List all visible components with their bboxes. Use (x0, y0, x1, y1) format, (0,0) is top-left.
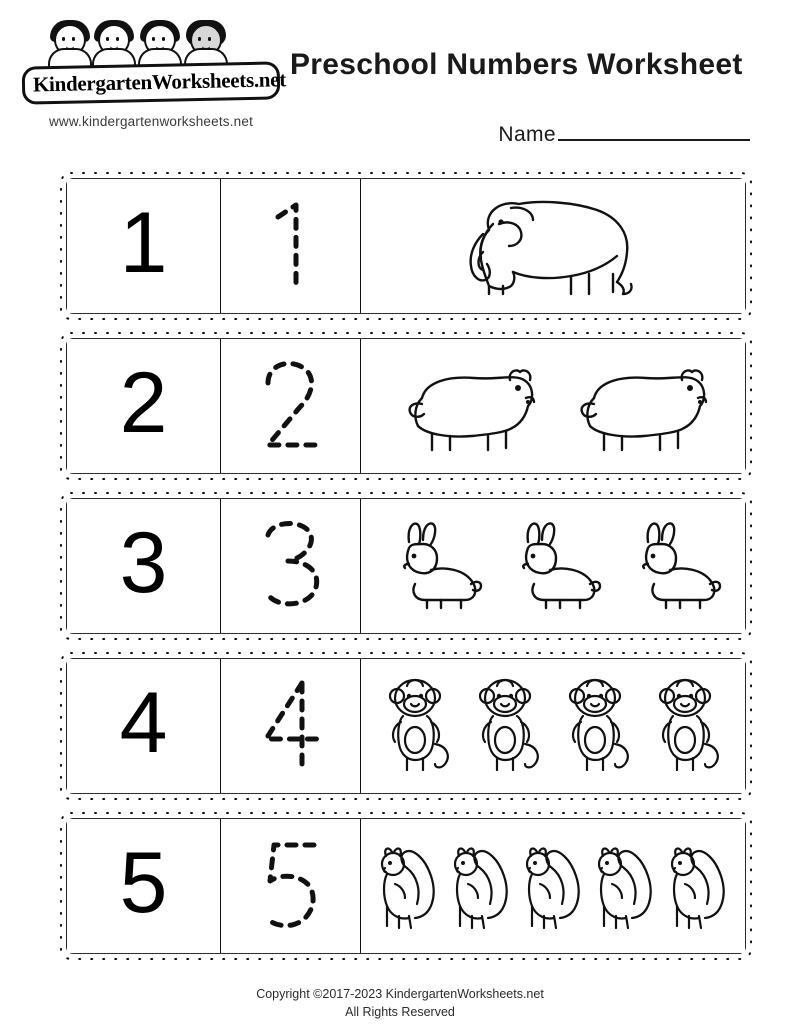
copyright-text: Copyright ©2017-2023 KindergartenWorksheets.net (256, 986, 544, 1001)
name-field-row (498, 122, 750, 147)
hippo-icon (564, 354, 714, 458)
trace-3-icon (246, 511, 336, 621)
logo-wordmark: KindergartenWorksheets.net (22, 61, 281, 104)
monkey-icon (647, 672, 729, 780)
site-url: www.kindergartenworksheets.net (48, 114, 254, 130)
row-trace-number (221, 819, 361, 953)
trace-1-icon (246, 191, 336, 301)
worksheet-row (56, 648, 756, 804)
elephant-icon (453, 190, 653, 302)
site-logo (22, 18, 287, 130)
worksheet-row (56, 328, 756, 484)
row-pictures (361, 499, 745, 633)
row-number: 5 (67, 819, 221, 953)
rabbit-icon (618, 514, 728, 618)
worksheet-rows (56, 168, 756, 968)
row-trace-number (221, 179, 361, 313)
rabbit-icon (498, 514, 608, 618)
squirrel-icon (592, 834, 658, 938)
name-input-blank[interactable] (558, 122, 750, 141)
row-number: 4 (67, 659, 221, 793)
row-pictures (361, 819, 745, 953)
squirrel-icon (448, 834, 514, 938)
row-pictures (361, 659, 745, 793)
row-number: 1 (67, 179, 221, 313)
page-header (0, 0, 800, 160)
monkey-icon (467, 672, 549, 780)
monkey-icon (377, 672, 459, 780)
row-trace-number (221, 339, 361, 473)
worksheet-row (56, 808, 756, 964)
row-number: 3 (67, 499, 221, 633)
squirrel-icon (665, 834, 731, 938)
monkey-icon (557, 672, 639, 780)
row-trace-number (221, 659, 361, 793)
logo-kid-2-icon (90, 20, 138, 70)
name-label: Name (498, 123, 556, 146)
trace-5-icon (246, 831, 336, 941)
logo-kid-1-icon (46, 20, 94, 70)
rights-text: All Rights Reserved (345, 1004, 455, 1019)
worksheet-row (56, 488, 756, 644)
hippo-icon (392, 354, 542, 458)
page-footer (0, 985, 800, 1021)
row-pictures (361, 179, 745, 313)
squirrel-icon (375, 834, 441, 938)
row-number: 2 (67, 339, 221, 473)
row-trace-number (221, 499, 361, 633)
row-pictures (361, 339, 745, 473)
trace-4-icon (246, 671, 336, 781)
page-title: Preschool Numbers Worksheet (290, 48, 743, 81)
trace-2-icon (246, 351, 336, 461)
squirrel-icon (520, 834, 586, 938)
rabbit-icon (379, 514, 489, 618)
worksheet-row (56, 168, 756, 324)
